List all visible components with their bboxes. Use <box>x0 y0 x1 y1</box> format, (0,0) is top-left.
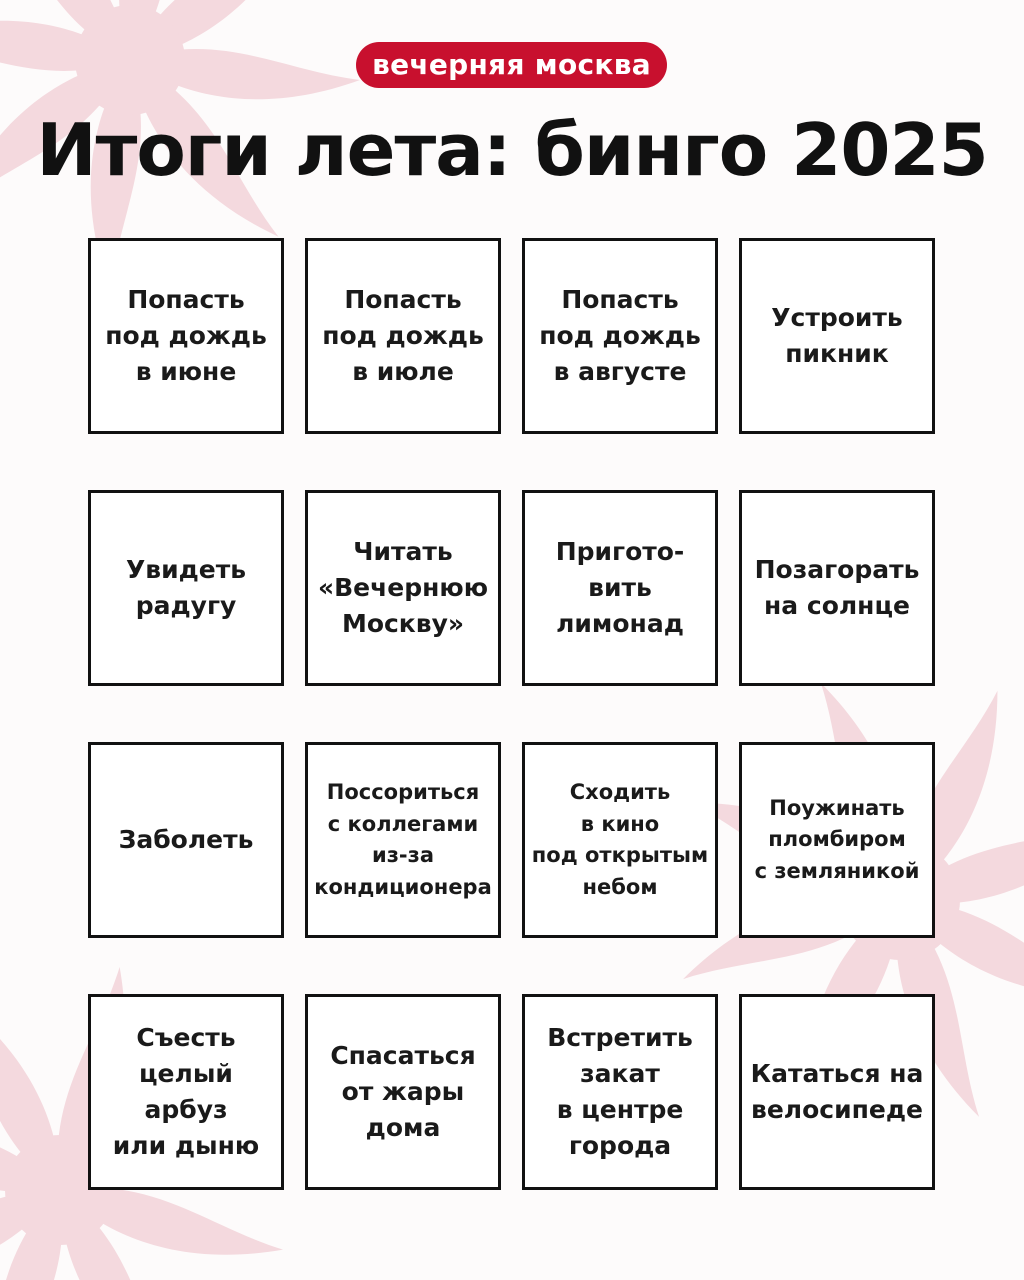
bingo-cell-text: Поссориться с коллегами из-за кондиционера <box>314 780 492 899</box>
bingo-cell <box>739 490 935 686</box>
bingo-cell-text: Увидеть радугу <box>125 554 247 620</box>
bingo-cell <box>305 994 501 1190</box>
bingo-cell <box>739 994 935 1190</box>
bingo-cell <box>305 742 501 938</box>
brand-logo-badge: вечерняя москва <box>356 42 667 88</box>
bingo-cell-text: Кататься на велосипеде <box>750 1058 924 1124</box>
bingo-cell <box>88 742 284 938</box>
bingo-cell <box>522 994 718 1190</box>
bingo-cell-text: Съесть целый арбуз или дыню <box>112 1022 260 1161</box>
bingo-cell <box>739 238 935 434</box>
bingo-cell-text: Спасаться от жары дома <box>330 1040 476 1143</box>
bingo-cell-text: Попасть под дождь в июле <box>322 284 484 387</box>
bingo-cell-text: Позагорать на солнце <box>754 554 920 620</box>
bingo-cell <box>522 490 718 686</box>
bingo-grid <box>88 238 937 1191</box>
bingo-cell-text: Устроить пикник <box>771 302 903 368</box>
bingo-cell-text: Сходить в кино под открытым небом <box>531 780 709 899</box>
bingo-cell-text: Встретить закат в центре города <box>547 1022 693 1161</box>
bingo-cell <box>739 742 935 938</box>
bingo-cell-text: Заболеть <box>118 824 254 854</box>
bingo-cell <box>88 490 284 686</box>
bingo-cell <box>305 490 501 686</box>
bingo-cell <box>305 238 501 434</box>
bingo-cell <box>88 238 284 434</box>
bingo-cell-text: Пригото- вить лимонад <box>555 536 685 639</box>
page-title: Итоги лета: бинго 2025 <box>36 108 988 192</box>
bingo-cell <box>522 742 718 938</box>
bingo-cell <box>522 238 718 434</box>
bingo-cell-text: Попасть под дождь в июне <box>105 284 267 387</box>
bingo-cell-text: Поужинать пломбиром с земляникой <box>754 795 920 883</box>
bingo-cell-text: Читать «Вечернюю Москву» <box>317 536 489 639</box>
bingo-cell-text: Попасть под дождь в августе <box>539 284 701 387</box>
bingo-cell <box>88 994 284 1190</box>
